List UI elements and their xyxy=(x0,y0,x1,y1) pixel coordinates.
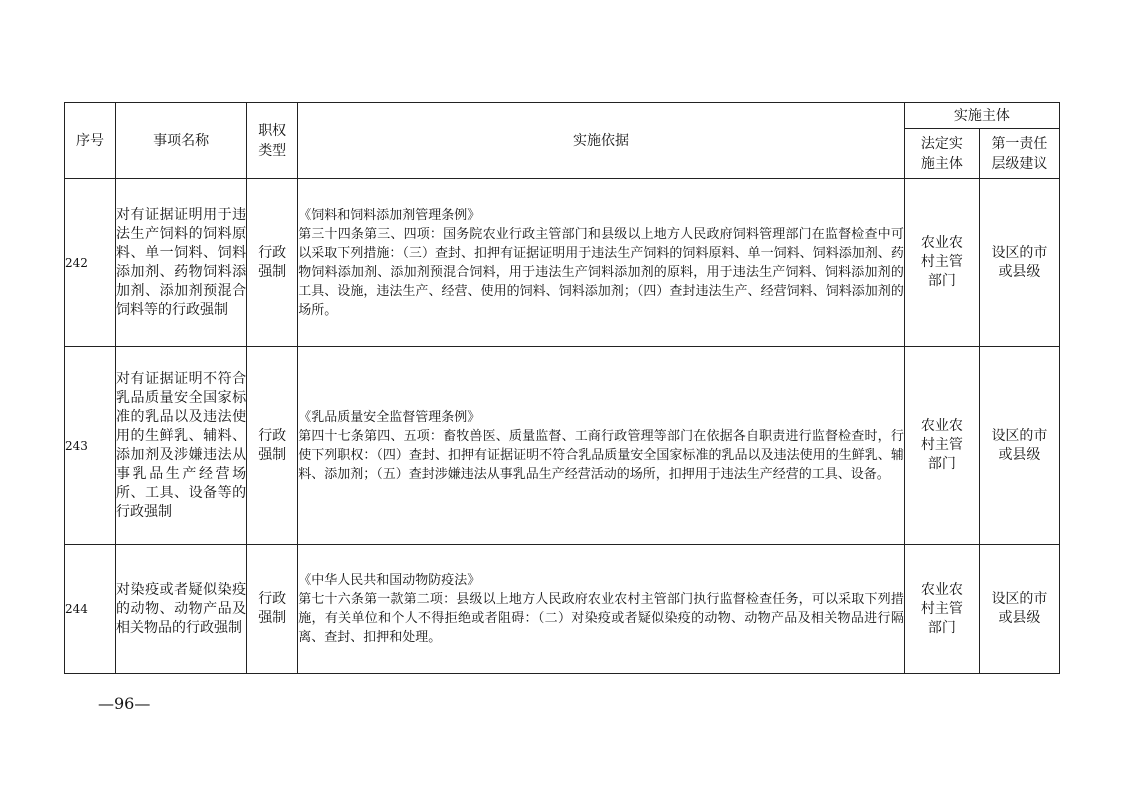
responsibility-level-label: 设区的市或县级 xyxy=(991,591,1048,626)
legal-entity xyxy=(904,545,979,674)
header-basis: 实施依据 xyxy=(298,103,905,179)
row-number: 242 xyxy=(65,179,116,347)
header-level-suggestion xyxy=(979,129,1059,179)
header-type-label: 职权类型 xyxy=(258,122,287,159)
legal-basis xyxy=(298,179,905,347)
responsibility-level-label: 设区的市或县级 xyxy=(991,244,1048,280)
authority-type xyxy=(247,347,298,545)
legal-basis xyxy=(298,347,905,545)
legal-basis xyxy=(298,545,905,674)
table-row xyxy=(65,545,1060,674)
row-number: 244 xyxy=(65,545,116,674)
item-name: 对有证据证明不符合乳品质量安全国家标准的乳品以及违法使用的生鲜乳、辅料、添加剂及涉嫌违法从事乳品生产经营场所、工具、设备等的行政强制 xyxy=(116,347,247,545)
legal-entity-label: 农业农村主管部门 xyxy=(920,418,963,472)
table-header xyxy=(65,103,1060,179)
header-legal-subject-label: 法定实施主体 xyxy=(920,135,963,172)
responsibility-level xyxy=(979,545,1059,674)
header-legal-subject xyxy=(904,129,979,179)
page-number: —96— xyxy=(98,694,151,713)
responsibility-level xyxy=(979,347,1059,545)
item-name: 对有证据证明用于违法生产饲料的饲料原料、单一饲料、饲料添加剂、药物饲料添加剂、添加剂预混合饲料等的行政强制 xyxy=(116,179,247,347)
enforcement-table xyxy=(64,102,1060,674)
legal-entity-label: 农业农村主管部门 xyxy=(920,581,963,636)
header-level-suggestion-label: 第一责任层级建议 xyxy=(991,135,1048,172)
legal-entity xyxy=(904,179,979,347)
legal-entity-label: 农业农村主管部门 xyxy=(920,235,963,289)
basis-law-text: 第三十四条第三、四项：国务院农业行政主管部门和县级以上地方人民政府饲料管理部门在监督检查中可以采取下列措施：（三）查封、扣押有证据证明用于违法生产饲料的饲料原料、单一饲料、饲料添加剂、药物饲料添加剂、添加剂预混合饲料，用于违法生产饲料添加剂的原料，用于违法生产饲料、饲料添加剂的工具、设施，违法生产、经营、使用的饲料、饲料添加剂；（四）查封违法生产、经营饲料、饲料添加剂的场所。 xyxy=(298,226,904,318)
authority-type xyxy=(247,179,298,347)
header-no: 序号 xyxy=(65,103,116,179)
basis-law-title: 《饲料和饲料添加剂管理条例》 xyxy=(298,207,481,223)
basis-law-title: 《中华人民共和国动物防疫法》 xyxy=(298,573,481,588)
basis-law-text: 第四十七条第四、五项：畜牧兽医、质量监督、工商行政管理等部门在依据各自职责进行监督检查时，行使下列职权：（四）查封、扣押有证据证明不符合乳品质量安全国家标准的乳品以及违法使用的生鲜乳、辅料、添加剂；（五）查封涉嫌违法从事乳品生产经营活动的场所，扣押用于违法生产经营的工具、设备。 xyxy=(298,428,904,482)
authority-type xyxy=(247,545,298,674)
basis-law-text: 第七十六条第一款第二项：县级以上地方人民政府农业农村主管部门执行监督检查任务，可以采取下列措施，有关单位和个人不得拒绝或者阻碍：（二）对染疫或者疑似染疫的动物、动物产品及相关物品进行隔离、查封、扣押和处理。 xyxy=(298,592,904,645)
table-row xyxy=(65,347,1060,545)
header-subject-group: 实施主体 xyxy=(904,103,1059,129)
authority-type-label: 行政强制 xyxy=(258,244,287,280)
row-number: 243 xyxy=(65,347,116,545)
table-row xyxy=(65,179,1060,347)
header-name: 事项名称 xyxy=(116,103,247,179)
basis-law-title: 《乳品质量安全监督管理条例》 xyxy=(298,409,481,425)
header-type xyxy=(247,103,298,179)
item-name: 对染疫或者疑似染疫的动物、动物产品及相关物品的行政强制 xyxy=(116,545,247,674)
authority-type-label: 行政强制 xyxy=(258,591,287,626)
authority-type-label: 行政强制 xyxy=(258,427,287,463)
responsibility-level xyxy=(979,179,1059,347)
responsibility-level-label: 设区的市或县级 xyxy=(991,427,1048,463)
legal-entity xyxy=(904,347,979,545)
